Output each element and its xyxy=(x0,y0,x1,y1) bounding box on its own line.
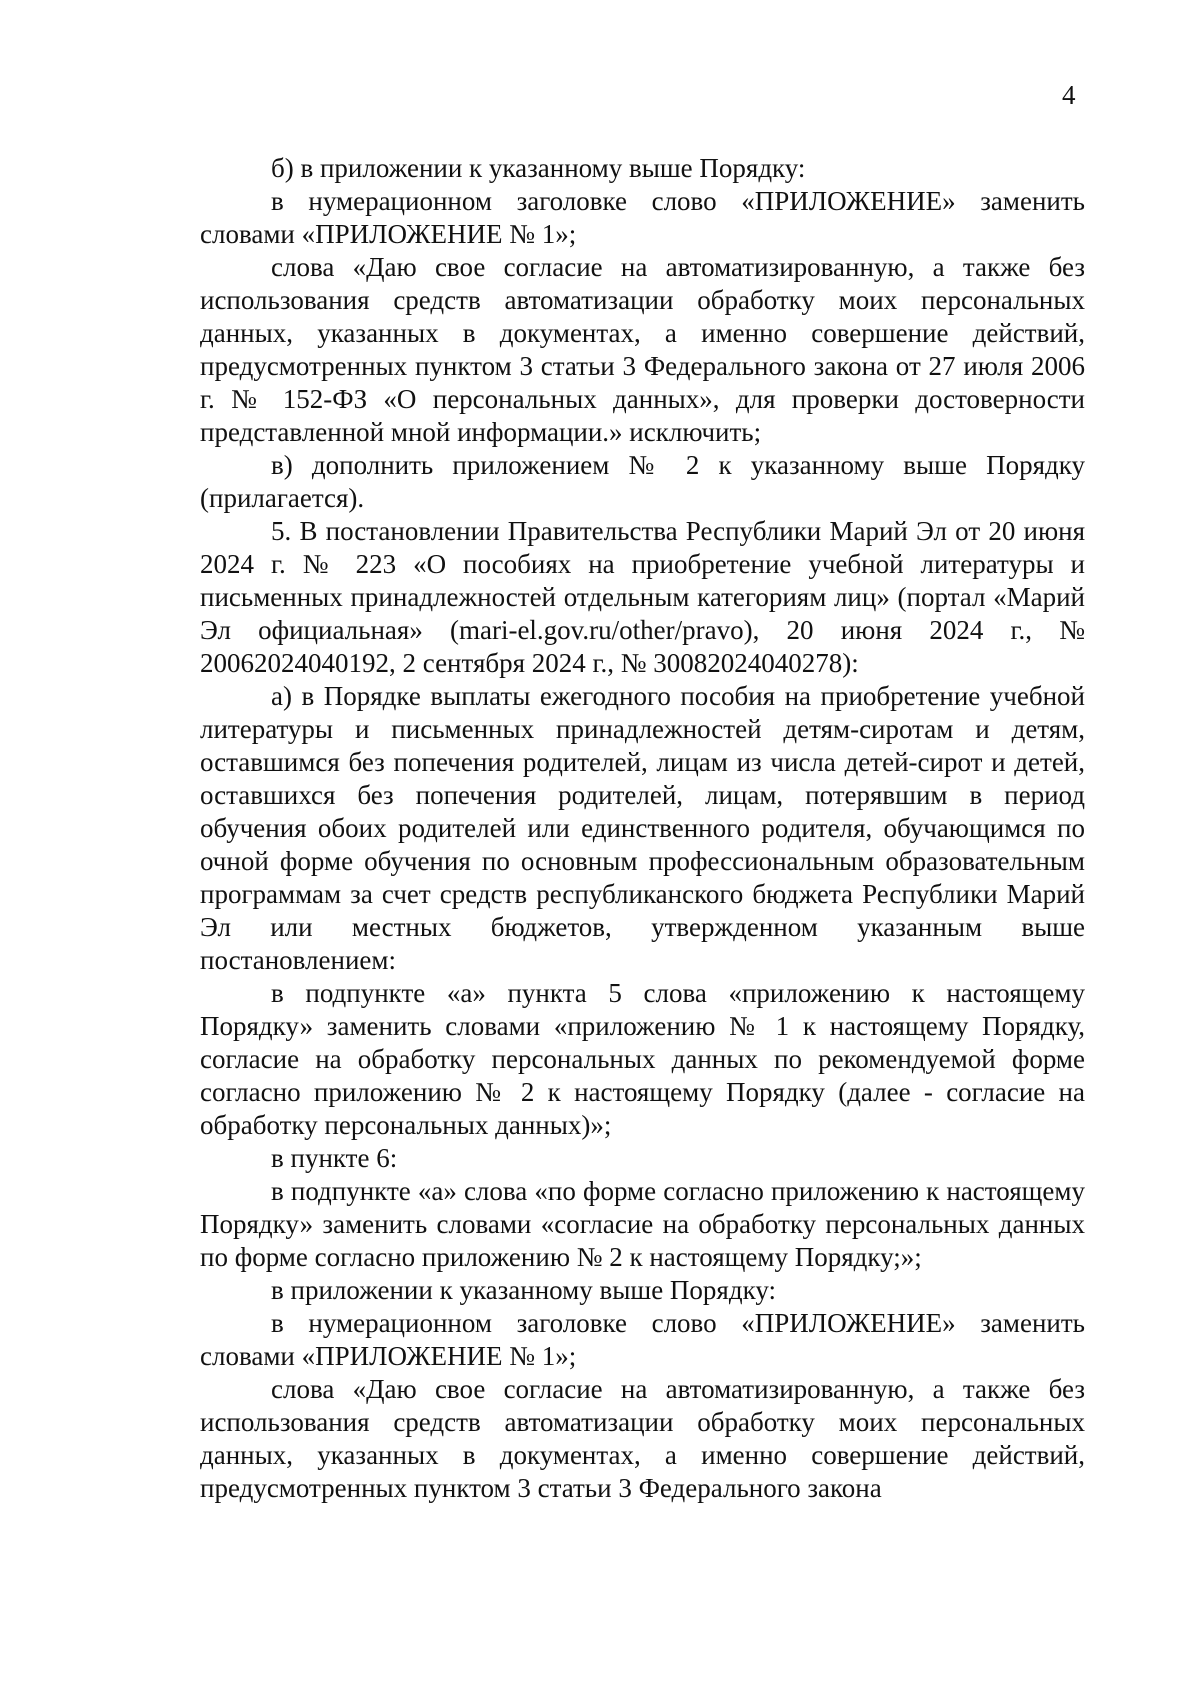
paragraph-consent-words-2: слова «Даю свое согласие на автоматизированную, а также без использования средств автоматизации обработку моих персональных данных, указанных в документах, а именно совершение действий, предусмотренных пунктом 3 статьи 3 Федерального закона xyxy=(200,1374,1085,1503)
paragraph-subpoint-a-point-5: в подпункте «а» пункта 5 слова «приложению к настоящему Порядку» заменить словами «приложению № 1 к настоящему Порядку, согласие на обработку персональных данных по рекомендуемой форме согласно приложению № 2 к настоящему Порядку (далее - согласие на обработку персональных данных)»; xyxy=(200,978,1085,1140)
paragraph-appendix-order: в приложении к указанному выше Порядку: xyxy=(271,1275,776,1305)
paragraph-v-supplement: в) дополнить приложением № 2 к указанному выше Порядку (прилагается). xyxy=(200,450,1085,513)
page-number: 4 xyxy=(1062,80,1076,110)
paragraph-a-payment-order: а) в Порядке выплаты ежегодного пособия на приобретение учебной литературы и письменных принадлежностей детям-сиротам и детям, оставшимся без попечения родителей, лицам из числа детей-сирот и детей, оставшихся без попечения родителей, лицам, потерявшим в период обучения обоих родителей или единственного родителя, обучающимся по очной форме обучения по основным профессиональным образовательным программам за счет средств республиканского бюджета Республики Марий Эл или местных бюджетов, утвержденном указанным выше постановлением: xyxy=(200,681,1085,975)
paragraph-numbering-heading: в нумерационном заголовке слово «ПРИЛОЖЕНИЕ» заменить словами «ПРИЛОЖЕНИЕ № 1»; xyxy=(200,186,1085,249)
paragraph-b-appendix: б) в приложении к указанному выше Порядку: xyxy=(271,153,806,183)
paragraph-point-6: в пункте 6: xyxy=(271,1143,398,1173)
paragraph-subpoint-a-form: в подпункте «а» слова «по форме согласно приложению к настоящему Порядку» заменить словами «согласие на обработку персональных данных по форме согласно приложению № 2 к настоящему Порядку;»; xyxy=(200,1176,1085,1272)
paragraph-numbering-heading-2: в нумерационном заголовке слово «ПРИЛОЖЕНИЕ» заменить словами «ПРИЛОЖЕНИЕ № 1»; xyxy=(200,1308,1085,1371)
paragraph-consent-words: слова «Даю свое согласие на автоматизированную, а также без использования средств автоматизации обработку моих персональных данных, указанных в документах, а именно совершение действий, предусмотренных пунктом 3 статьи 3 Федерального закона от 27 июля 2006 г. № 152-ФЗ «О персональных данных», для проверки достоверности представленной мной информации.» исключить; xyxy=(200,252,1085,447)
paragraph-5-resolution: 5. В постановлении Правительства Республики Марий Эл от 20 июня 2024 г. № 223 «О пособиях на приобретение учебной литературы и письменных принадлежностей отдельным категориям лиц» (портал «Марий Эл официальная» (mari-el.gov.ru/other/pravo), 20 июня 2024 г., № 20062024040192, 2 сентября 2024 г., № 30082024040278): xyxy=(200,516,1085,678)
document-body xyxy=(200,152,1085,1505)
